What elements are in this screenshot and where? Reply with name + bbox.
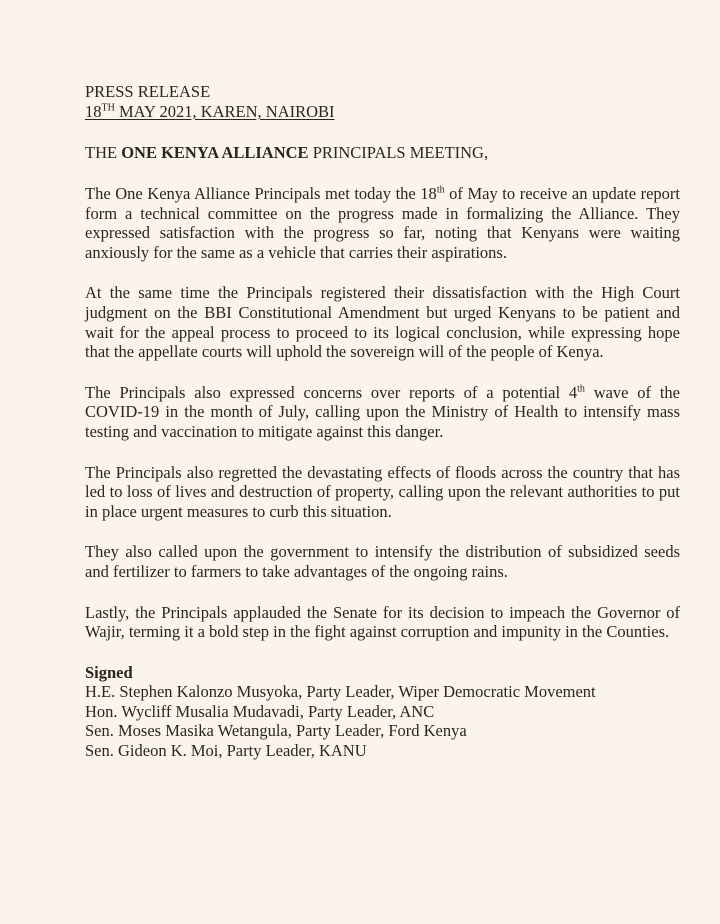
paragraph-senate-impeachment: Lastly, the Principals applauded the Senate for its decision to impeach the Governor of Wajir, terming it a bold step in the fight against corruption and impunity in the Counties. <box>85 602 680 642</box>
document-label: PRESS RELEASE <box>85 82 211 101</box>
signatory-line: Sen. Gideon K. Moi, Party Leader, KANU <box>85 741 367 761</box>
dateline-day: 18 <box>85 102 102 121</box>
paragraph-bbi-judgment: At the same time the Principals registered their dissatisfaction with the High Court judgment on the BBI Constitutional Amendment but urged Kenyans to be patient and wait for the appeal process to proceed to its logical conclusion, while expressing hope that the appellate courts will uphold the sovereign will of the people of Kenya. <box>85 283 680 362</box>
signatures-block <box>85 663 680 761</box>
paragraph-covid-wave <box>85 383 680 442</box>
signatory-line: Hon. Wycliff Musalia Mudavadi, Party Leader, ANC <box>85 701 435 721</box>
signatory-line: Sen. Moses Masika Wetangula, Party Leader, Ford Kenya <box>85 721 467 741</box>
paragraph-covid-wave-b: wave of the COVID-19 in the month of July, calling upon the Ministry of Health to intensify mass testing and vaccination to mitigate against this danger. <box>85 382 681 441</box>
meeting-title <box>85 143 680 163</box>
dateline-rest: MAY 2021, KAREN, NAIROBI <box>114 102 335 121</box>
meeting-title-suffix: PRINCIPALS MEETING, <box>308 143 489 162</box>
paragraph-floods: The Principals also regretted the devastating effects of floods across the country that has led to loss of lives and destruction of property, calling upon the relevant authorities to put in place urgent measures to curb this situation. <box>85 462 680 521</box>
paragraph-update-report-sup: th <box>436 184 445 196</box>
meeting-title-bold: ONE KENYA ALLIANCE <box>121 143 309 162</box>
paragraph-update-report-a: The One Kenya Alliance Principals met today the 18 <box>85 184 437 203</box>
meeting-title-prefix: THE <box>85 143 122 162</box>
dateline <box>85 102 680 122</box>
paragraph-update-report-b: of May to receive an update report form a technical committee on the progress made in formalizing the Alliance. They expressed satisfaction with the progress so far, noting that Kenyans were waiting anxiously for the same as a vehicle that carries their aspirations. <box>85 184 680 262</box>
paragraph-covid-wave-a: The Principals also expressed concerns over reports of a potential 4 <box>85 382 578 402</box>
paragraph-covid-wave-sup: th <box>577 383 585 395</box>
paragraph-update-report <box>85 184 680 262</box>
signed-heading: Signed <box>85 662 133 682</box>
paragraph-seeds-fertilizer: They also called upon the government to intensify the distribution of subsidized seeds and fertilizer to farmers to take advantages of the ongoing rains. <box>85 542 680 581</box>
signatory-line: H.E. Stephen Kalonzo Musyoka, Party Leader, Wiper Democratic Movement <box>85 682 596 702</box>
dateline-day-suffix: TH <box>101 102 115 114</box>
